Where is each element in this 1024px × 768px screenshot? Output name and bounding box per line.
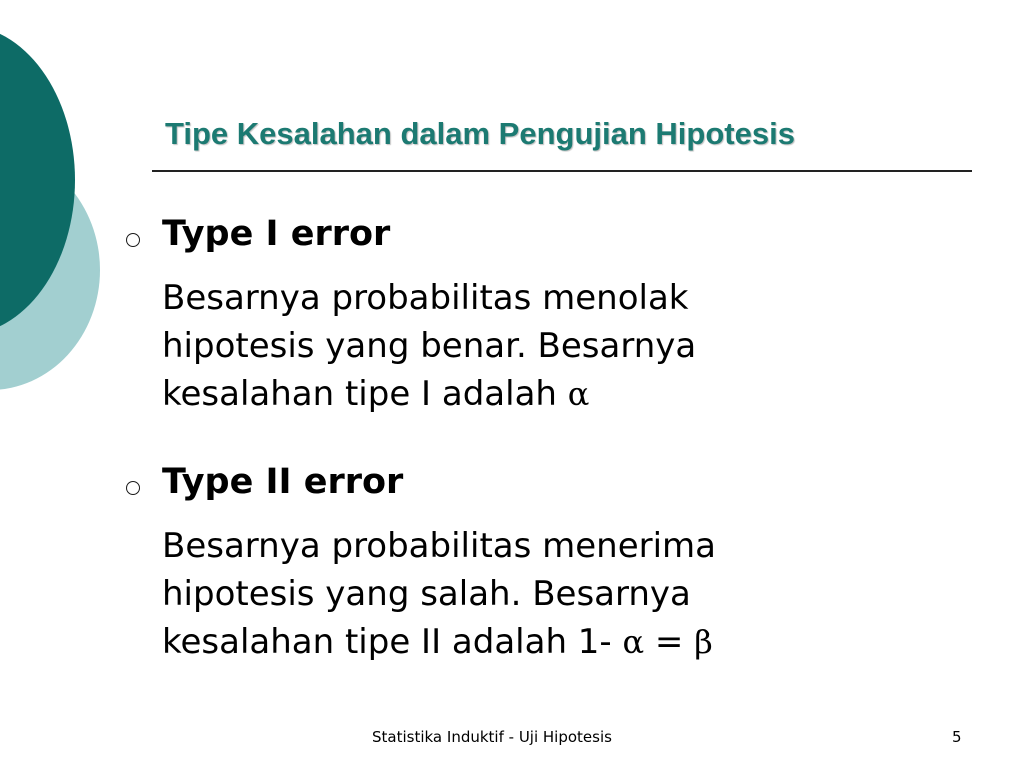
slide-title: Tipe Kesalahan dalam Pengujian Hipotesis — [165, 116, 795, 151]
alpha-symbol: α — [567, 375, 590, 413]
bullet-circle-icon — [126, 233, 140, 247]
body-line-text: kesalahan tipe II adalah 1- — [162, 622, 623, 662]
slide-footer: Statistika Induktif - Uji Hipotesis — [372, 728, 612, 746]
section-body-type-2 — [162, 522, 922, 666]
section-body-type-1 — [162, 274, 922, 418]
body-line: Besarnya probabilitas menerima — [162, 526, 717, 566]
page-number: 5 — [952, 728, 962, 746]
body-line — [162, 618, 922, 666]
section-heading-type-2: Type II error — [162, 462, 404, 502]
body-line: hipotesis yang salah. Besarnya — [162, 574, 691, 614]
body-line — [162, 370, 922, 418]
body-line: hipotesis yang benar. Besarnya — [162, 326, 697, 366]
title-divider — [152, 170, 972, 172]
body-line-text: kesalahan tipe I adalah — [162, 374, 568, 414]
equals-sign: = — [644, 622, 695, 662]
beta-symbol: β — [694, 623, 713, 661]
alpha-symbol: α — [622, 623, 645, 661]
section-heading-type-1: Type I error — [162, 214, 391, 254]
body-line: Besarnya probabilitas menolak — [162, 278, 689, 318]
bullet-circle-icon — [126, 481, 140, 495]
